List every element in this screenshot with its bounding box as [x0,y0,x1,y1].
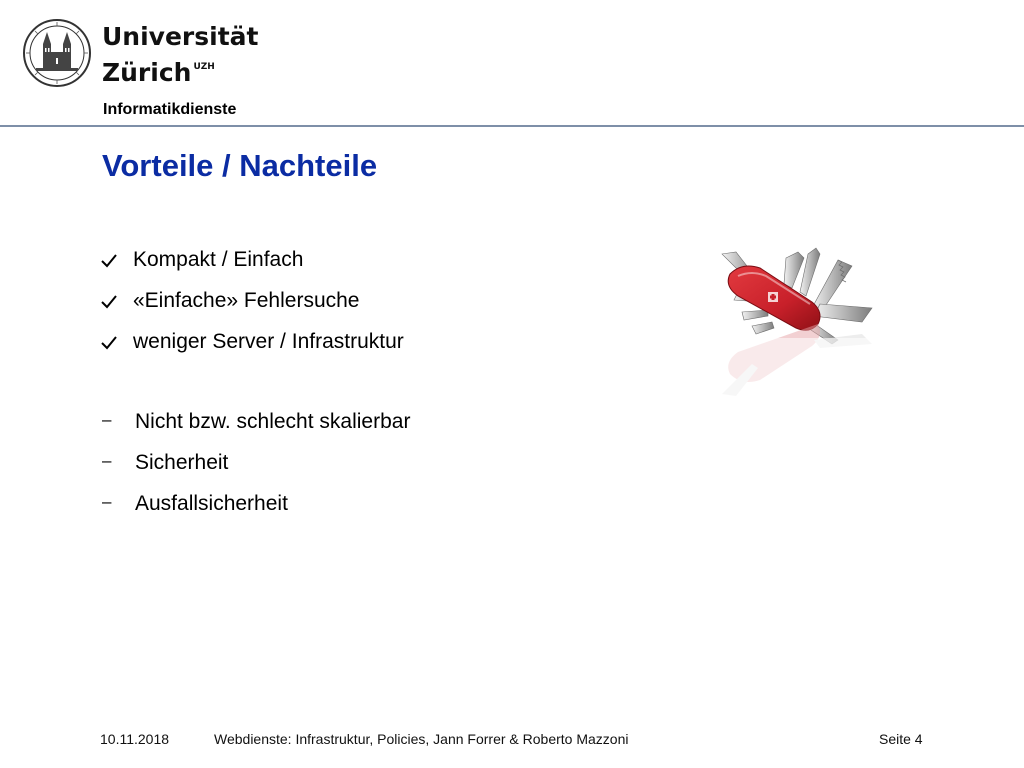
check-icon [100,289,133,310]
pros-item-text: «Einfache» Fehlersuche [133,289,360,312]
page-number: Seite 4 [879,731,923,747]
check-icon [100,248,133,269]
pros-list [100,248,404,371]
pros-list-item [100,289,404,330]
pros-list-item [100,330,404,371]
dash-icon: – [102,451,112,470]
university-logo-text [102,22,258,88]
pros-item-text: weniger Server / Infrastruktur [133,330,404,353]
slide-title: Vorteile / Nachteile [102,148,378,183]
cons-list-item [100,451,410,492]
dash-icon: – [102,492,112,511]
logo-line-1: Universität [102,22,259,51]
check-icon [100,330,133,351]
swiss-army-knife-icon [712,244,884,404]
logo-mark: UZH [193,62,215,72]
logo-line-2 [102,52,258,88]
cons-list-item [100,492,410,533]
cons-item-text: Sicherheit [135,451,229,474]
footer-date: 10.11.2018 [100,731,170,747]
header-divider [0,125,1024,127]
pros-list-item [100,248,404,289]
cons-item-text: Ausfallsicherheit [135,492,288,515]
department-label: Informatikdienste [103,101,237,118]
logo-line-2-text: Zürich [102,58,192,87]
footer-text: Webdienste: Infrastruktur, Policies, Jann Forrer & Roberto Mazzoni [214,731,629,747]
cons-list [100,410,410,533]
university-seal-icon [22,18,92,88]
pros-item-text: Kompakt / Einfach [133,248,304,271]
cons-list-item [100,410,410,451]
dash-icon: – [102,410,112,429]
cons-item-text: Nicht bzw. schlecht skalierbar [135,410,411,433]
